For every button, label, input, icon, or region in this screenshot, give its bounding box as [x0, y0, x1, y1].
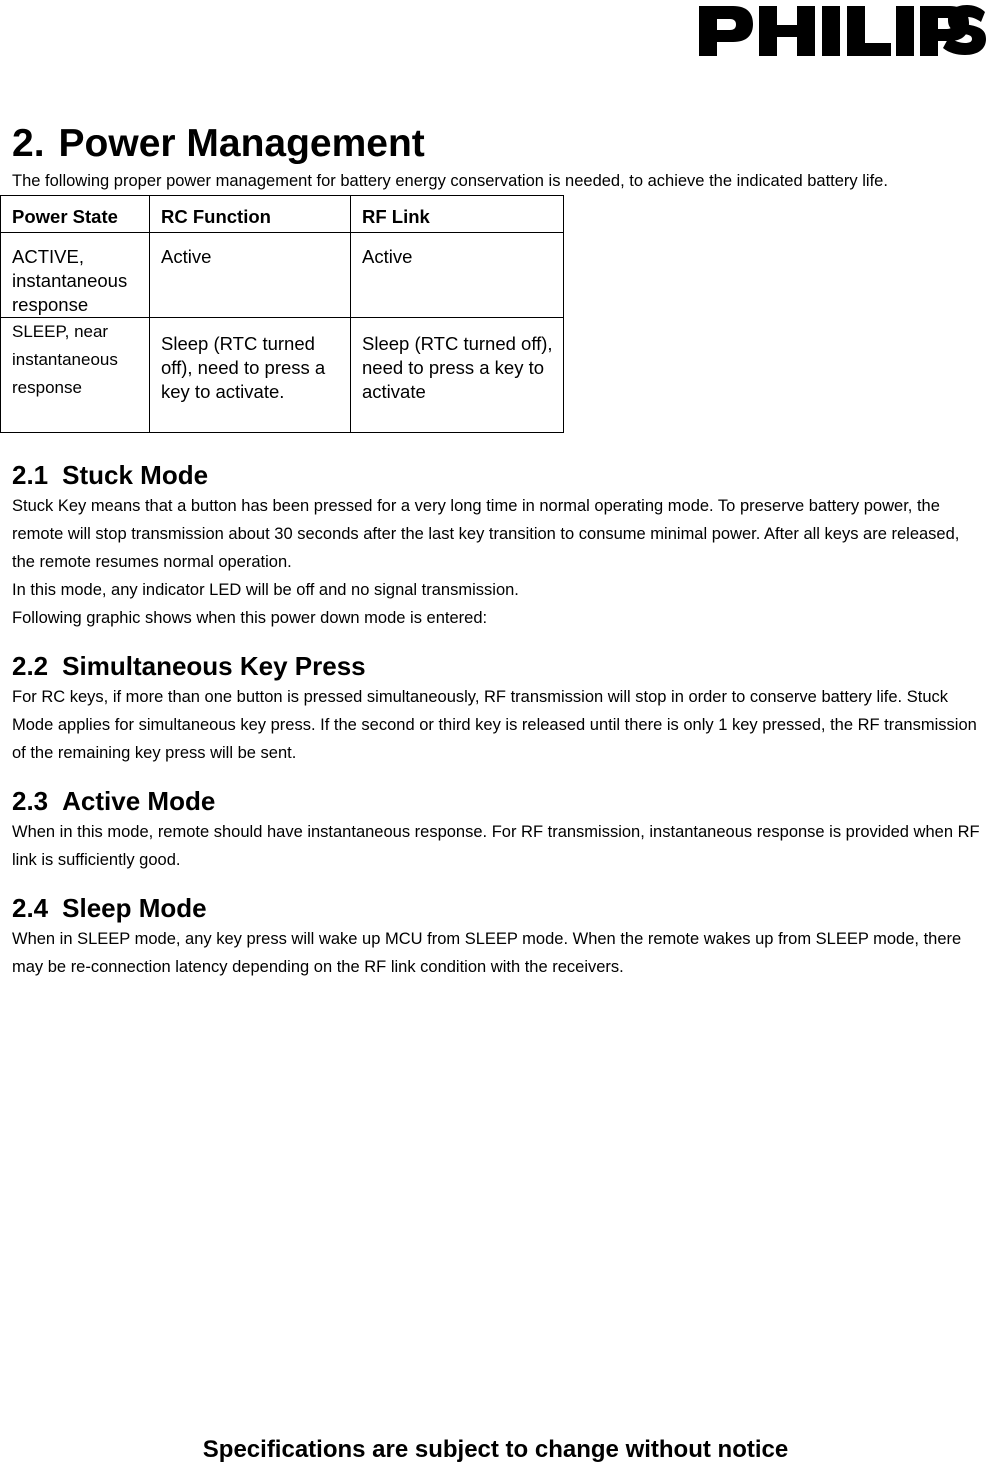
document-body [12, 118, 984, 981]
paragraph: When in SLEEP mode, any key press will wake up MCU from SLEEP mode. When the remote wakes up from SLEEP mode, there may be re-connection latency depending on the RF link condition with the receivers. [12, 930, 962, 976]
paragraph: In this mode, any indicator LED will be off and no signal transmission. [12, 581, 519, 599]
paragraph: Following graphic shows when this power down mode is entered: [12, 609, 488, 627]
subsection-simultaneous-key-press [12, 649, 984, 767]
cell-power-state: SLEEP, near instantaneous response [1, 318, 150, 433]
subsection-body [12, 683, 984, 767]
intro-text: The following proper power management for battery energy conservation is needed, to achieve the indicated battery life. [12, 172, 888, 190]
paragraph: When in this mode, remote should have instantaneous response. For RF transmission, instantaneous response is provided when RF link is sufficiently good. [12, 823, 980, 869]
subsection-heading [12, 649, 984, 683]
subsection-title: Stuck Mode [62, 460, 209, 490]
subsection-number: 2.2 [12, 651, 49, 681]
subsection-heading [12, 784, 984, 818]
subsection-number: 2.1 [12, 460, 49, 490]
cell-rc-function: Active [150, 233, 351, 318]
cell-power-state: ACTIVE, instantaneous response [1, 233, 150, 318]
footer-notice: Specifications are subject to change without notice [202, 1436, 789, 1463]
philips-logo [697, 2, 989, 60]
subsection-heading [12, 458, 984, 492]
paragraph: For RC keys, if more than one button is pressed simultaneously, RF transmission will stop in order to conserve battery life. Stuck Mode applies for simultaneous key press. If the second or third key is released until there is only 1 key pressed, the RF transmission of the remaining key press will be sent. [12, 688, 977, 762]
section-heading [12, 118, 984, 170]
subsection-title: Active Mode [62, 786, 216, 816]
paragraph: Stuck Key means that a button has been pressed for a very long time in normal operating mode. To preserve battery power, the remote will stop transmission about 30 seconds after the last key transition to consume minimal power. After all keys are released, the remote resumes normal operation. [12, 497, 960, 571]
subsection-title: Simultaneous Key Press [62, 651, 366, 681]
subsection-body [12, 818, 984, 874]
power-state-table [0, 195, 564, 433]
section-intro [12, 168, 984, 195]
subsection-number: 2.3 [12, 786, 49, 816]
subsection-title: Sleep Mode [62, 893, 207, 923]
header-rc-function: RC Function [150, 196, 351, 233]
cell-rf-link: Sleep (RTC turned off), need to press a key to activate [351, 318, 564, 433]
section-number: 2. [12, 122, 45, 165]
subsection-stuck-mode [12, 458, 984, 632]
table-row [1, 233, 564, 318]
subsection-body [12, 492, 984, 632]
subsection-body [12, 925, 984, 981]
table-header-row [1, 196, 564, 233]
header-rf-link: RF Link [351, 196, 564, 233]
subsection-number: 2.4 [12, 893, 49, 923]
table-row [1, 318, 564, 433]
subsection-heading [12, 891, 984, 925]
cell-rf-link: Active [351, 233, 564, 318]
header-power-state: Power State [1, 196, 150, 233]
section-title: Power Management [58, 122, 425, 165]
subsection-active-mode [12, 784, 984, 874]
cell-rc-function: Sleep (RTC turned off), need to press a key to activate. [150, 318, 351, 433]
subsection-sleep-mode [12, 891, 984, 981]
